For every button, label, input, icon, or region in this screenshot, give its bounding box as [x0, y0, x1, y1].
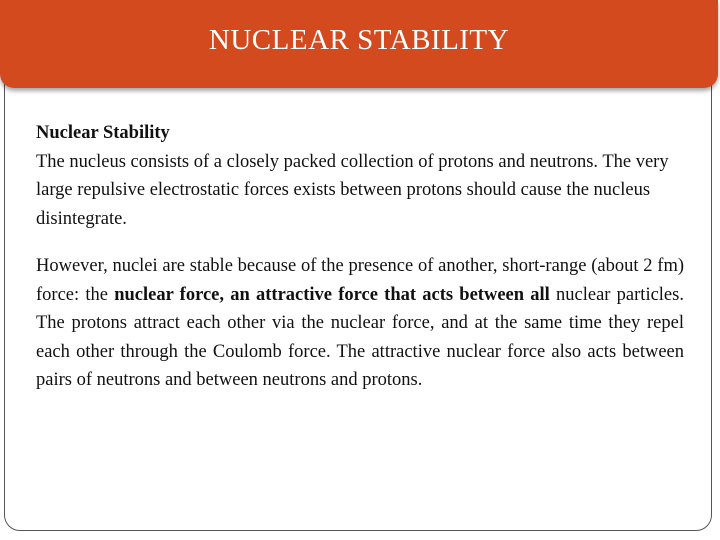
paragraph-nuclear-force [36, 252, 684, 395]
slide-content [36, 119, 684, 395]
slide-title: NUCLEAR STABILITY [208, 23, 510, 56]
paragraph-nuclear-force-part2: nuclear particles. The protons attract each other via the nuclear force, and at the same time they repel each other through the Coulomb force. The attractive nuclear force also acts between pairs of neutrons and between neutrons and protons. [36, 284, 684, 390]
title-banner [0, 0, 718, 88]
section-heading: Nuclear Stability [36, 123, 170, 143]
nuclear-force-emphasis: nuclear force, an attractive force that acts between all [114, 284, 550, 305]
paragraph-nucleus: The nucleus consists of a closely packed collection of protons and neutrons. The very large repulsive electrostatic forces exists between protons should cause the nucleus disintegrate. [36, 151, 669, 229]
paragraph-nuclear-force-part1: However, nuclei are stable because of the presence of another, short-range (about 2 fm) force: the [36, 256, 684, 305]
